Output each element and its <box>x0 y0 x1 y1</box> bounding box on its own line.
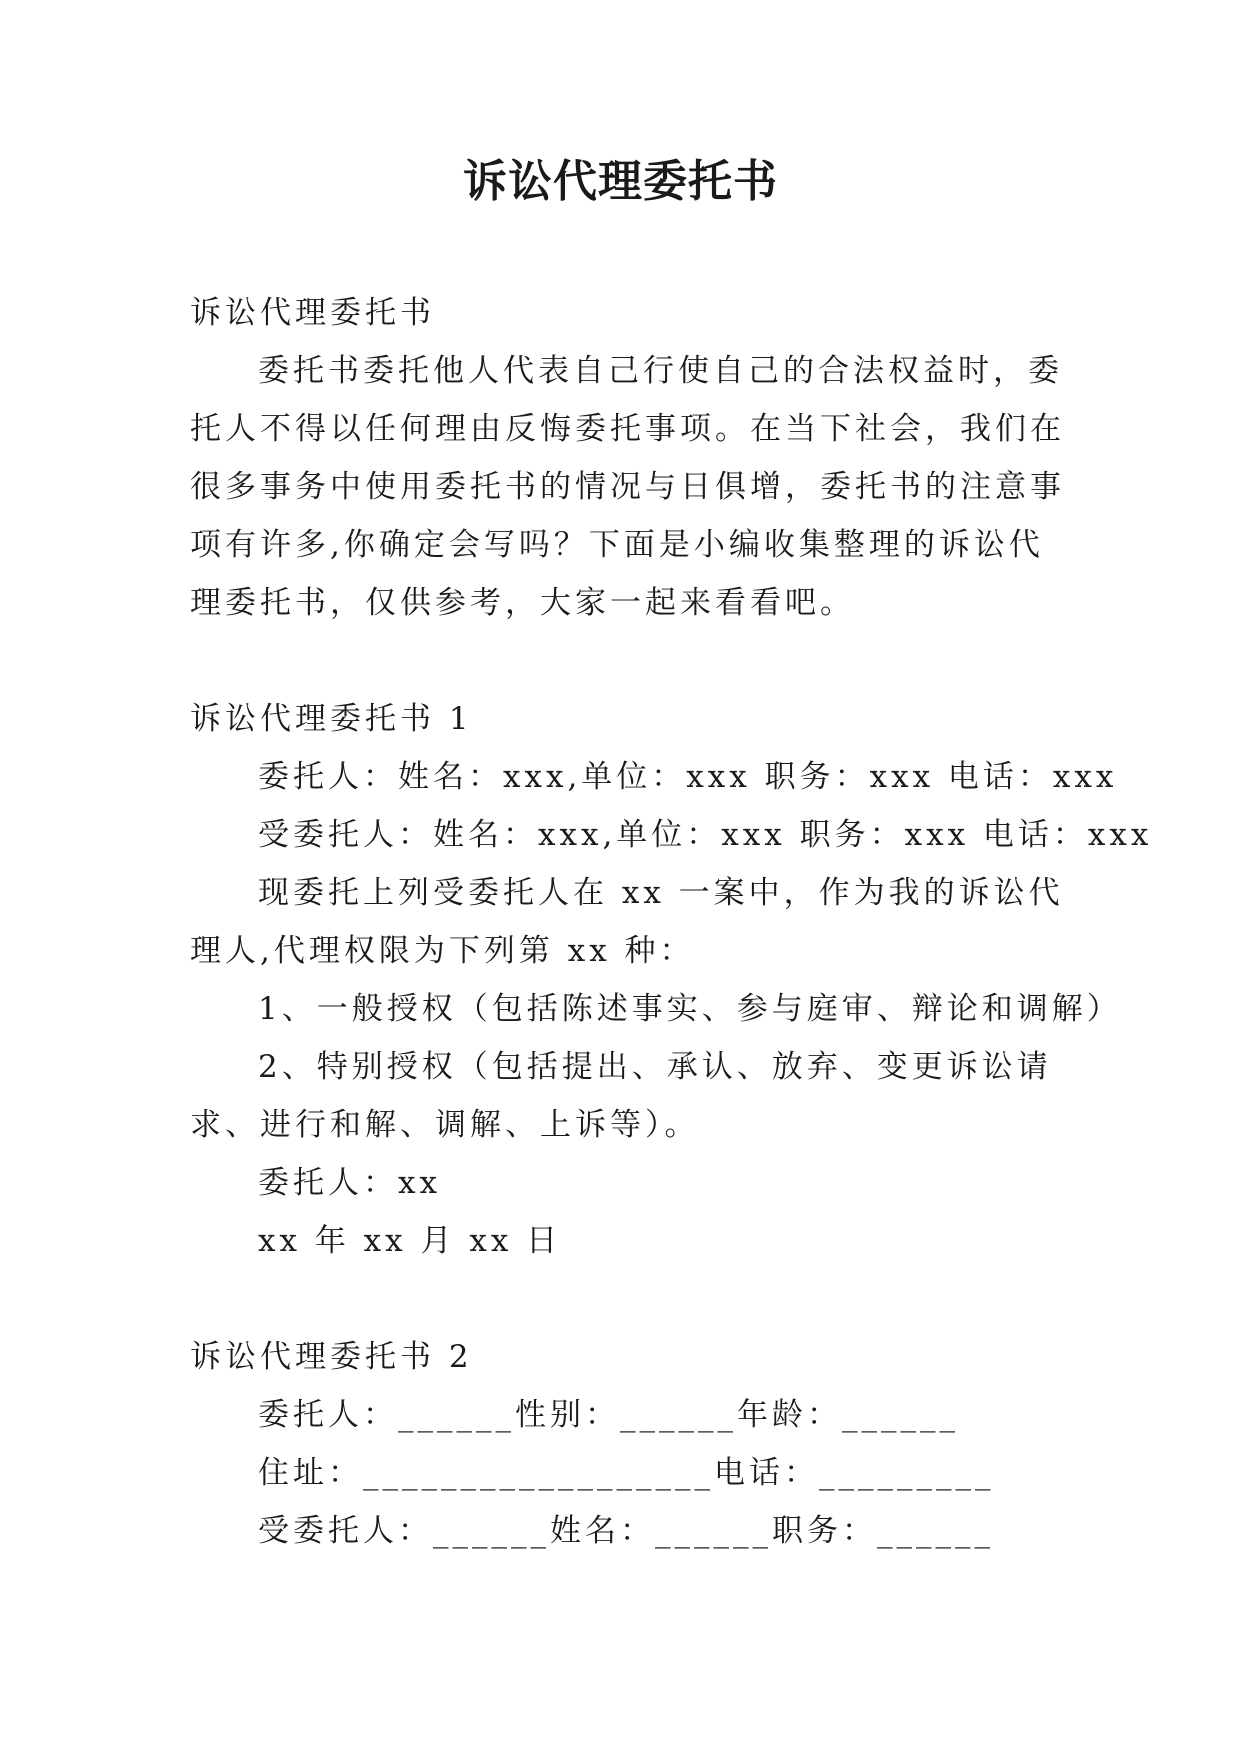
section2-address-line: 住址：__________________电话：_________ <box>258 1455 995 1491</box>
section1-option-special: 2、特别授权（包括提出、承认、放弃、变更诉讼请求、进行和解、调解、上诉等）。 <box>190 1049 1052 1143</box>
section1-heading: 诉讼代理委托书 1 <box>190 701 473 737</box>
section1-principal-line: 委托人：姓名：xxx,单位：xxx 职务：xxx 电话：xxx <box>258 759 1118 795</box>
section2-heading: 诉讼代理委托书 2 <box>190 1339 473 1375</box>
section1-appointment: 现委托上列受委托人在 xx 一案中，作为我的诉讼代理人,代理权限为下列第 xx 种： <box>190 875 1064 969</box>
section1-date: xx 年 xx 月 xx 日 <box>258 1223 562 1259</box>
section1-agent-line: 受委托人：姓名：xxx,单位：xxx 职务：xxx 电话：xxx <box>258 817 1153 853</box>
intro-paragraph: 委托书委托他人代表自己行使自己的合法权益时，委托人不得以任何理由反悔委托事项。在当下社会，我们在很多事务中使用委托书的情况与日俱增，委托书的注意事项有许多,你确定会写吗？下面是小编收集整理的诉讼代理委托书，仅供参考，大家一起来看看吧。 <box>190 353 1065 621</box>
section1-signer: 委托人：xx <box>258 1165 441 1201</box>
section2-principal-line: 委托人：______性别：______年龄：______ <box>258 1397 959 1433</box>
section1-option-general: 1、一般授权（包括陈述事实、参与庭审、辩论和调解） <box>258 991 1122 1027</box>
intro-heading: 诉讼代理委托书 <box>190 295 435 331</box>
section2-agent-line: 受委托人：______姓名：______职务：______ <box>258 1513 994 1549</box>
document-title: 诉讼代理委托书 <box>463 156 778 207</box>
document-body <box>190 284 1153 1560</box>
section-spacer <box>190 1270 1070 1328</box>
section-spacer <box>190 632 1070 690</box>
